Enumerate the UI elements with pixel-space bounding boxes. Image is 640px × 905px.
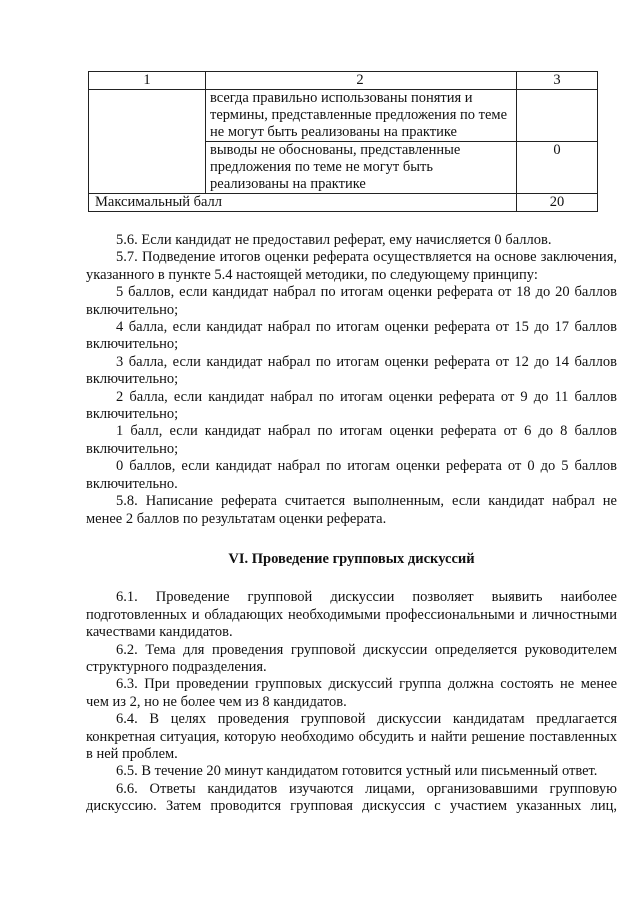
paragraph-5-7: 5.7. Подведение итогов оценки реферата осуществляется на основе заключения, указанного в пункте 5.4 настоящей методики, по следующему принципу:: [86, 249, 617, 283]
max-score-label: Максимальный балл: [89, 194, 517, 212]
score-rule-0: 0 баллов, если кандидат набрал по итогам оценки реферата от 0 до 5 баллов включительно.: [86, 458, 617, 492]
table-header-row: [89, 72, 598, 90]
section-heading: VI. Проведение групповых дискуссий: [228, 550, 475, 567]
paragraph-6-1: 6.1. Проведение групповой дискуссии позволяет выявить наиболее подготовленных и обладающих необходимыми профессиональными и личностными качествами кандидатов.: [86, 589, 617, 641]
score-rule-3: 3 балла, если кандидат набрал по итогам оценки реферата от 12 до 14 баллов включительно;: [86, 353, 617, 388]
score-rule-1: 1 балл, если кандидат набрал по итогам оценки реферата от 6 до 8 баллов включительно;: [86, 423, 617, 457]
max-score-value: 20: [517, 194, 598, 212]
document-body: [86, 232, 617, 816]
table-header-cell-1: 1: [89, 72, 206, 90]
score-rule-5: 5 баллов, если кандидат набрал по итогам оценки реферата от 18 до 20 баллов включительно;: [86, 284, 617, 318]
paragraph-6-4: 6.4. В целях проведения групповой дискуссии кандидатам предлагается конкретная ситуация, которую необходимо обсудить и найти решение поставленных в ней проблем.: [86, 711, 617, 762]
table-cell-description: всегда правильно использованы понятия и термины, представленные предложения по теме не могут быть реализованы на практике: [206, 90, 517, 142]
paragraph-6-6: 6.6. Ответы кандидатов изучаются лицами, организовавшими групповую дискуссию. Затем проводится групповая дискуссия с участием указанных лиц,: [86, 780, 617, 815]
table-cell-criterion: [89, 90, 206, 194]
table-cell-score: 0: [517, 142, 598, 194]
table-header-cell-3: 3: [517, 72, 598, 90]
table-row: [89, 90, 598, 142]
score-rule-2: 2 балла, если кандидат набрал по итогам оценки реферата от 9 до 11 баллов включительно;: [86, 388, 617, 423]
paragraph-5-8: 5.8. Написание реферата считается выполненным, если кандидат набрал не менее 2 баллов по результатам оценки реферата.: [86, 493, 617, 527]
table-max-row: [89, 194, 598, 212]
table-header-cell-2: 2: [206, 72, 517, 90]
paragraph-6-5: 6.5. В течение 20 минут кандидатом готовится устный или письменный ответ.: [116, 763, 598, 780]
table-cell-score: [517, 90, 598, 142]
paragraph-6-3: 6.3. При проведении групповых дискуссий группа должна состоять не менее чем из 2, но не более чем из 8 кандидатов.: [86, 676, 617, 710]
score-table: [88, 71, 598, 212]
table-cell-description: выводы не обоснованы, представленные предложения по теме не могут быть реализованы на практике: [206, 142, 517, 194]
score-rule-4: 4 балла, если кандидат набрал по итогам оценки реферата от 15 до 17 баллов включительно;: [86, 319, 617, 353]
paragraph-6-2: 6.2. Тема для проведения групповой дискуссии определяется руководителем структурного подразделения.: [86, 641, 617, 675]
paragraph-5-6: 5.6. Если кандидат не предоставил реферат, ему начисляется 0 баллов.: [116, 232, 552, 248]
